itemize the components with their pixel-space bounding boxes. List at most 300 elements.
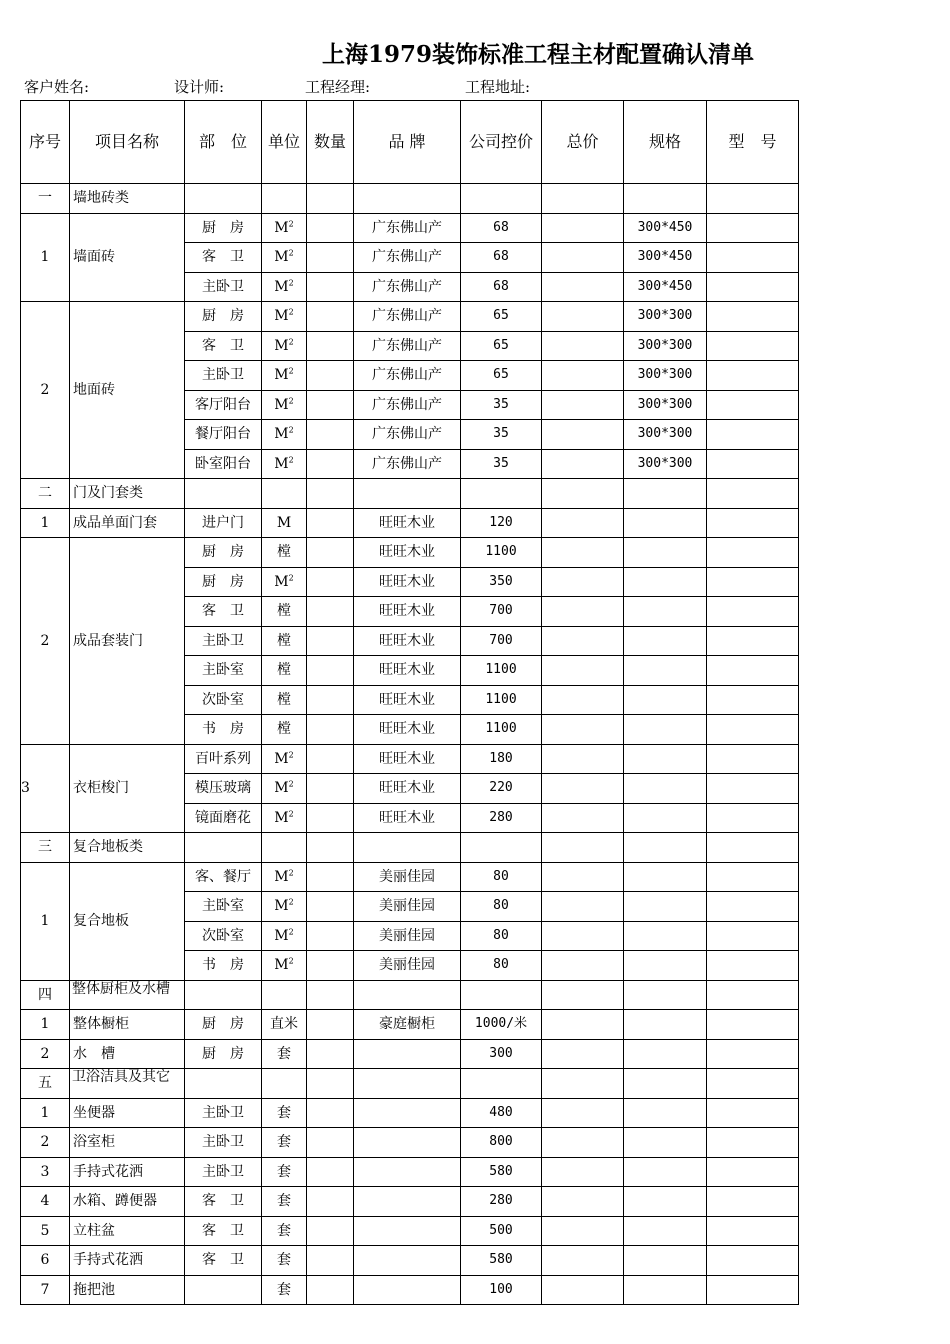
spec-cell: 300*450: [624, 243, 707, 273]
spec-cell: 300*300: [624, 331, 707, 361]
unit-cell: [262, 951, 307, 981]
item-number: 6: [21, 1246, 70, 1276]
price-cell: 35: [461, 420, 542, 450]
total-cell: [542, 213, 624, 243]
brand-cell: [354, 1216, 461, 1246]
unit-text: 樘: [277, 691, 291, 708]
location-cell: 厨 房: [185, 1010, 262, 1040]
brand-cell: 广东佛山产: [354, 331, 461, 361]
location-cell: 主卧卫: [185, 361, 262, 391]
unit-cell: [262, 892, 307, 922]
item-name: 衣柜梭门: [70, 744, 185, 833]
table-row: [21, 302, 799, 332]
empty-cell: [307, 184, 354, 214]
location-cell: 客厅阳台: [185, 390, 262, 420]
location-cell: 主卧卫: [185, 626, 262, 656]
price-cell: 120: [461, 508, 542, 538]
location-cell: 客 卫: [185, 597, 262, 627]
price-cell: 700: [461, 597, 542, 627]
unit-text: M: [276, 514, 292, 531]
item-name: 整体橱柜: [70, 1010, 185, 1040]
location-cell: 客 卫: [185, 1246, 262, 1276]
price-cell: 700: [461, 626, 542, 656]
model-cell: [707, 892, 799, 922]
unit-cell: [262, 1098, 307, 1128]
table-row: [21, 1216, 799, 1246]
unit-superscript: 2: [288, 219, 294, 229]
model-cell: [707, 921, 799, 951]
unit-cell: [262, 567, 307, 597]
location-cell: 次卧室: [185, 685, 262, 715]
unit-cell: [262, 1275, 307, 1305]
unit-text: M: [274, 898, 289, 915]
spec-cell: 300*300: [624, 449, 707, 479]
location-cell: 餐厅阳台: [185, 420, 262, 450]
quantity-cell: [307, 1010, 354, 1040]
empty-cell: [542, 479, 624, 509]
unit-superscript: 2: [288, 455, 294, 465]
item-name: 水箱、蹲便器: [70, 1187, 185, 1217]
quantity-cell: [307, 862, 354, 892]
total-cell: [542, 1216, 624, 1246]
spec-cell: [624, 744, 707, 774]
unit-text: 樘: [277, 603, 291, 620]
quantity-cell: [307, 272, 354, 302]
item-number: 3: [21, 1157, 70, 1187]
location-cell: 书 房: [185, 951, 262, 981]
brand-cell: 旺旺木业: [354, 774, 461, 804]
brand-cell: 旺旺木业: [354, 538, 461, 568]
unit-cell: [262, 774, 307, 804]
unit-text: 套: [277, 1104, 291, 1121]
model-cell: [707, 803, 799, 833]
location-cell: 客 卫: [185, 1187, 262, 1217]
table-row: [21, 1010, 799, 1040]
model-cell: [707, 1010, 799, 1040]
brand-cell: [354, 1098, 461, 1128]
brand-cell: [354, 1187, 461, 1217]
designer-label: 设计师:: [174, 78, 225, 96]
model-cell: [707, 567, 799, 597]
price-cell: 100: [461, 1275, 542, 1305]
total-cell: [542, 1187, 624, 1217]
table-row: [21, 1039, 799, 1069]
total-cell: [542, 302, 624, 332]
section-number: 二: [21, 479, 70, 509]
brand-cell: 旺旺木业: [354, 744, 461, 774]
model-cell: [707, 1128, 799, 1158]
model-cell: [707, 243, 799, 273]
quantity-cell: [307, 656, 354, 686]
spec-cell: [624, 1010, 707, 1040]
table-row: [21, 862, 799, 892]
spec-cell: [624, 1098, 707, 1128]
empty-cell: [307, 833, 354, 863]
total-cell: [542, 1010, 624, 1040]
unit-superscript: 2: [288, 750, 294, 760]
total-cell: [542, 921, 624, 951]
brand-cell: 旺旺木业: [354, 508, 461, 538]
unit-cell: [262, 302, 307, 332]
unit-cell: [262, 744, 307, 774]
item-number: 1: [21, 213, 70, 302]
quantity-cell: [307, 567, 354, 597]
total-cell: [542, 272, 624, 302]
table-row: [21, 1187, 799, 1217]
unit-cell: [262, 1157, 307, 1187]
brand-cell: [354, 1246, 461, 1276]
location-cell: 主卧室: [185, 656, 262, 686]
header-cell: 项目名称: [70, 101, 185, 184]
price-cell: 65: [461, 302, 542, 332]
project-address-label: 工程地址:: [465, 78, 531, 96]
spec-cell: [624, 1187, 707, 1217]
quantity-cell: [307, 1098, 354, 1128]
brand-cell: 美丽佳园: [354, 892, 461, 922]
unit-text: M: [274, 337, 289, 354]
unit-cell: [262, 803, 307, 833]
customer-name-label: 客户姓名:: [24, 78, 90, 96]
unit-text: 套: [277, 1193, 291, 1210]
empty-cell: [307, 1069, 354, 1099]
table-row: [21, 1098, 799, 1128]
total-cell: [542, 744, 624, 774]
unit-text: 樘: [277, 721, 291, 738]
unit-superscript: 2: [288, 897, 294, 907]
unit-cell: [262, 390, 307, 420]
empty-cell: [354, 184, 461, 214]
total-cell: [542, 597, 624, 627]
empty-cell: [354, 1069, 461, 1099]
spec-cell: [624, 597, 707, 627]
model-cell: [707, 1187, 799, 1217]
model-cell: [707, 1157, 799, 1187]
price-cell: 800: [461, 1128, 542, 1158]
quantity-cell: [307, 243, 354, 273]
section-name: 复合地板类: [70, 833, 185, 863]
model-cell: [707, 1216, 799, 1246]
unit-cell: [262, 685, 307, 715]
quantity-cell: [307, 685, 354, 715]
price-cell: 1000/米: [461, 1010, 542, 1040]
price-cell: 1100: [461, 538, 542, 568]
total-cell: [542, 449, 624, 479]
empty-cell: [624, 980, 707, 1010]
spec-cell: 300*450: [624, 213, 707, 243]
empty-cell: [307, 479, 354, 509]
spec-cell: [624, 626, 707, 656]
location-cell: 主卧室: [185, 892, 262, 922]
price-cell: 68: [461, 213, 542, 243]
price-cell: 68: [461, 243, 542, 273]
spec-cell: [624, 538, 707, 568]
total-cell: [542, 420, 624, 450]
price-cell: 1100: [461, 715, 542, 745]
item-name: 手持式花洒: [70, 1246, 185, 1276]
spec-cell: [624, 1157, 707, 1187]
section-row: [21, 980, 799, 1010]
model-cell: [707, 656, 799, 686]
total-cell: [542, 1039, 624, 1069]
location-cell: 厨 房: [185, 213, 262, 243]
empty-cell: [707, 1069, 799, 1099]
model-cell: [707, 715, 799, 745]
price-cell: 300: [461, 1039, 542, 1069]
item-number: 7: [21, 1275, 70, 1305]
quantity-cell: [307, 302, 354, 332]
spec-cell: 300*300: [624, 302, 707, 332]
location-cell: 进户门: [185, 508, 262, 538]
location-cell: 模压玻璃: [185, 774, 262, 804]
item-name: 手持式花洒: [70, 1157, 185, 1187]
quantity-cell: [307, 538, 354, 568]
model-cell: [707, 951, 799, 981]
quantity-cell: [307, 597, 354, 627]
quantity-cell: [307, 420, 354, 450]
location-cell: 厨 房: [185, 1039, 262, 1069]
price-cell: 65: [461, 361, 542, 391]
model-cell: [707, 626, 799, 656]
spec-cell: 300*300: [624, 361, 707, 391]
quantity-cell: [307, 715, 354, 745]
unit-cell: [262, 243, 307, 273]
unit-cell: [262, 597, 307, 627]
quantity-cell: [307, 361, 354, 391]
empty-cell: [542, 1069, 624, 1099]
empty-cell: [707, 479, 799, 509]
spec-cell: [624, 715, 707, 745]
quantity-cell: [307, 1275, 354, 1305]
empty-cell: [624, 1069, 707, 1099]
brand-cell: 广东佛山产: [354, 302, 461, 332]
brand-cell: 旺旺木业: [354, 715, 461, 745]
item-number: 2: [21, 302, 70, 479]
table-row: [21, 1246, 799, 1276]
empty-cell: [461, 479, 542, 509]
unit-cell: [262, 715, 307, 745]
price-cell: 220: [461, 774, 542, 804]
unit-text: M: [274, 426, 289, 443]
brand-cell: 豪庭橱柜: [354, 1010, 461, 1040]
quantity-cell: [307, 803, 354, 833]
total-cell: [542, 331, 624, 361]
brand-cell: [354, 1157, 461, 1187]
unit-superscript: 2: [288, 307, 294, 317]
section-row: [21, 479, 799, 509]
quantity-cell: [307, 1157, 354, 1187]
empty-cell: [307, 980, 354, 1010]
unit-cell: [262, 331, 307, 361]
unit-cell: [262, 1128, 307, 1158]
empty-cell: [185, 833, 262, 863]
spec-cell: [624, 685, 707, 715]
empty-cell: [624, 184, 707, 214]
model-cell: [707, 685, 799, 715]
unit-superscript: 2: [288, 573, 294, 583]
model-cell: [707, 331, 799, 361]
model-cell: [707, 1098, 799, 1128]
header-cell: 公司控价: [461, 101, 542, 184]
item-number: 1: [21, 862, 70, 980]
empty-cell: [262, 479, 307, 509]
quantity-cell: [307, 1128, 354, 1158]
brand-cell: 旺旺木业: [354, 597, 461, 627]
unit-cell: [262, 508, 307, 538]
unit-text: M: [274, 809, 289, 826]
model-cell: [707, 774, 799, 804]
empty-cell: [262, 1069, 307, 1099]
empty-cell: [185, 1069, 262, 1099]
location-cell: 厨 房: [185, 538, 262, 568]
brand-cell: 广东佛山产: [354, 449, 461, 479]
unit-cell: [262, 1246, 307, 1276]
location-cell: [185, 1275, 262, 1305]
quantity-cell: [307, 213, 354, 243]
location-cell: 主卧卫: [185, 1157, 262, 1187]
model-cell: [707, 508, 799, 538]
empty-cell: [542, 184, 624, 214]
quantity-cell: [307, 626, 354, 656]
unit-text: 套: [277, 1163, 291, 1180]
location-cell: 主卧卫: [185, 272, 262, 302]
unit-text: M: [274, 367, 289, 384]
total-cell: [542, 626, 624, 656]
header-cell: 总价: [542, 101, 624, 184]
price-cell: 35: [461, 390, 542, 420]
spec-cell: 300*450: [624, 272, 707, 302]
unit-text: M: [274, 396, 289, 413]
unit-superscript: 2: [288, 809, 294, 819]
item-number: 1: [21, 1098, 70, 1128]
item-name: 复合地板: [70, 862, 185, 980]
unit-superscript: 2: [288, 337, 294, 347]
spec-cell: [624, 1128, 707, 1158]
brand-cell: 旺旺木业: [354, 626, 461, 656]
empty-cell: [461, 1069, 542, 1099]
price-cell: 280: [461, 803, 542, 833]
quantity-cell: [307, 1187, 354, 1217]
total-cell: [542, 361, 624, 391]
unit-cell: [262, 538, 307, 568]
location-cell: 卧室阳台: [185, 449, 262, 479]
unit-text: 套: [277, 1134, 291, 1151]
price-cell: 80: [461, 892, 542, 922]
unit-cell: [262, 921, 307, 951]
unit-text: 樘: [277, 632, 291, 649]
location-cell: 主卧卫: [185, 1128, 262, 1158]
spec-cell: [624, 951, 707, 981]
price-cell: 480: [461, 1098, 542, 1128]
location-cell: 镜面磨花: [185, 803, 262, 833]
unit-text: M: [274, 750, 289, 767]
spec-cell: [624, 892, 707, 922]
quantity-cell: [307, 744, 354, 774]
model-cell: [707, 1275, 799, 1305]
unit-text: M: [274, 455, 289, 472]
empty-cell: [262, 980, 307, 1010]
empty-cell: [185, 479, 262, 509]
brand-cell: [354, 1128, 461, 1158]
location-cell: 厨 房: [185, 302, 262, 332]
spec-cell: [624, 803, 707, 833]
quantity-cell: [307, 449, 354, 479]
model-cell: [707, 302, 799, 332]
price-cell: 35: [461, 449, 542, 479]
brand-cell: 广东佛山产: [354, 243, 461, 273]
item-number: 1: [21, 508, 70, 538]
item-number: 3: [21, 744, 70, 833]
quantity-cell: [307, 892, 354, 922]
section-name: 墙地砖类: [70, 184, 185, 214]
price-cell: 1100: [461, 685, 542, 715]
total-cell: [542, 538, 624, 568]
price-cell: 180: [461, 744, 542, 774]
empty-cell: [707, 980, 799, 1010]
price-cell: 1100: [461, 656, 542, 686]
unit-text: M: [274, 573, 289, 590]
price-cell: 80: [461, 862, 542, 892]
brand-cell: 广东佛山产: [354, 213, 461, 243]
unit-text: 套: [277, 1045, 291, 1062]
header-cell: 数量: [307, 101, 354, 184]
unit-cell: [262, 862, 307, 892]
unit-cell: [262, 1216, 307, 1246]
model-cell: [707, 597, 799, 627]
unit-text: 直米: [270, 1016, 298, 1033]
brand-cell: 美丽佳园: [354, 862, 461, 892]
unit-cell: [262, 1187, 307, 1217]
empty-cell: [185, 980, 262, 1010]
unit-text: M: [274, 927, 289, 944]
quantity-cell: [307, 921, 354, 951]
table-row: [21, 508, 799, 538]
item-number: 5: [21, 1216, 70, 1246]
total-cell: [542, 1246, 624, 1276]
unit-cell: [262, 1010, 307, 1040]
location-cell: 客 卫: [185, 331, 262, 361]
quantity-cell: [307, 331, 354, 361]
spec-cell: 300*300: [624, 390, 707, 420]
model-cell: [707, 213, 799, 243]
spec-cell: [624, 567, 707, 597]
unit-superscript: 2: [288, 425, 294, 435]
model-cell: [707, 1039, 799, 1069]
table-row: [21, 538, 799, 568]
empty-cell: [354, 479, 461, 509]
total-cell: [542, 1275, 624, 1305]
project-manager-label: 工程经理:: [305, 78, 371, 96]
table-row: [21, 744, 799, 774]
unit-text: M: [274, 780, 289, 797]
unit-text: M: [274, 278, 289, 295]
empty-cell: [185, 184, 262, 214]
total-cell: [542, 390, 624, 420]
total-cell: [542, 892, 624, 922]
total-cell: [542, 951, 624, 981]
unit-superscript: 2: [288, 779, 294, 789]
empty-cell: [354, 833, 461, 863]
price-cell: 68: [461, 272, 542, 302]
table-row: [21, 1157, 799, 1187]
quantity-cell: [307, 1039, 354, 1069]
empty-cell: [542, 833, 624, 863]
price-cell: 580: [461, 1157, 542, 1187]
quantity-cell: [307, 1216, 354, 1246]
location-cell: 客 卫: [185, 243, 262, 273]
model-cell: [707, 272, 799, 302]
section-name: 卫浴洁具及其它: [70, 1069, 185, 1099]
header-cell: 品 牌: [354, 101, 461, 184]
